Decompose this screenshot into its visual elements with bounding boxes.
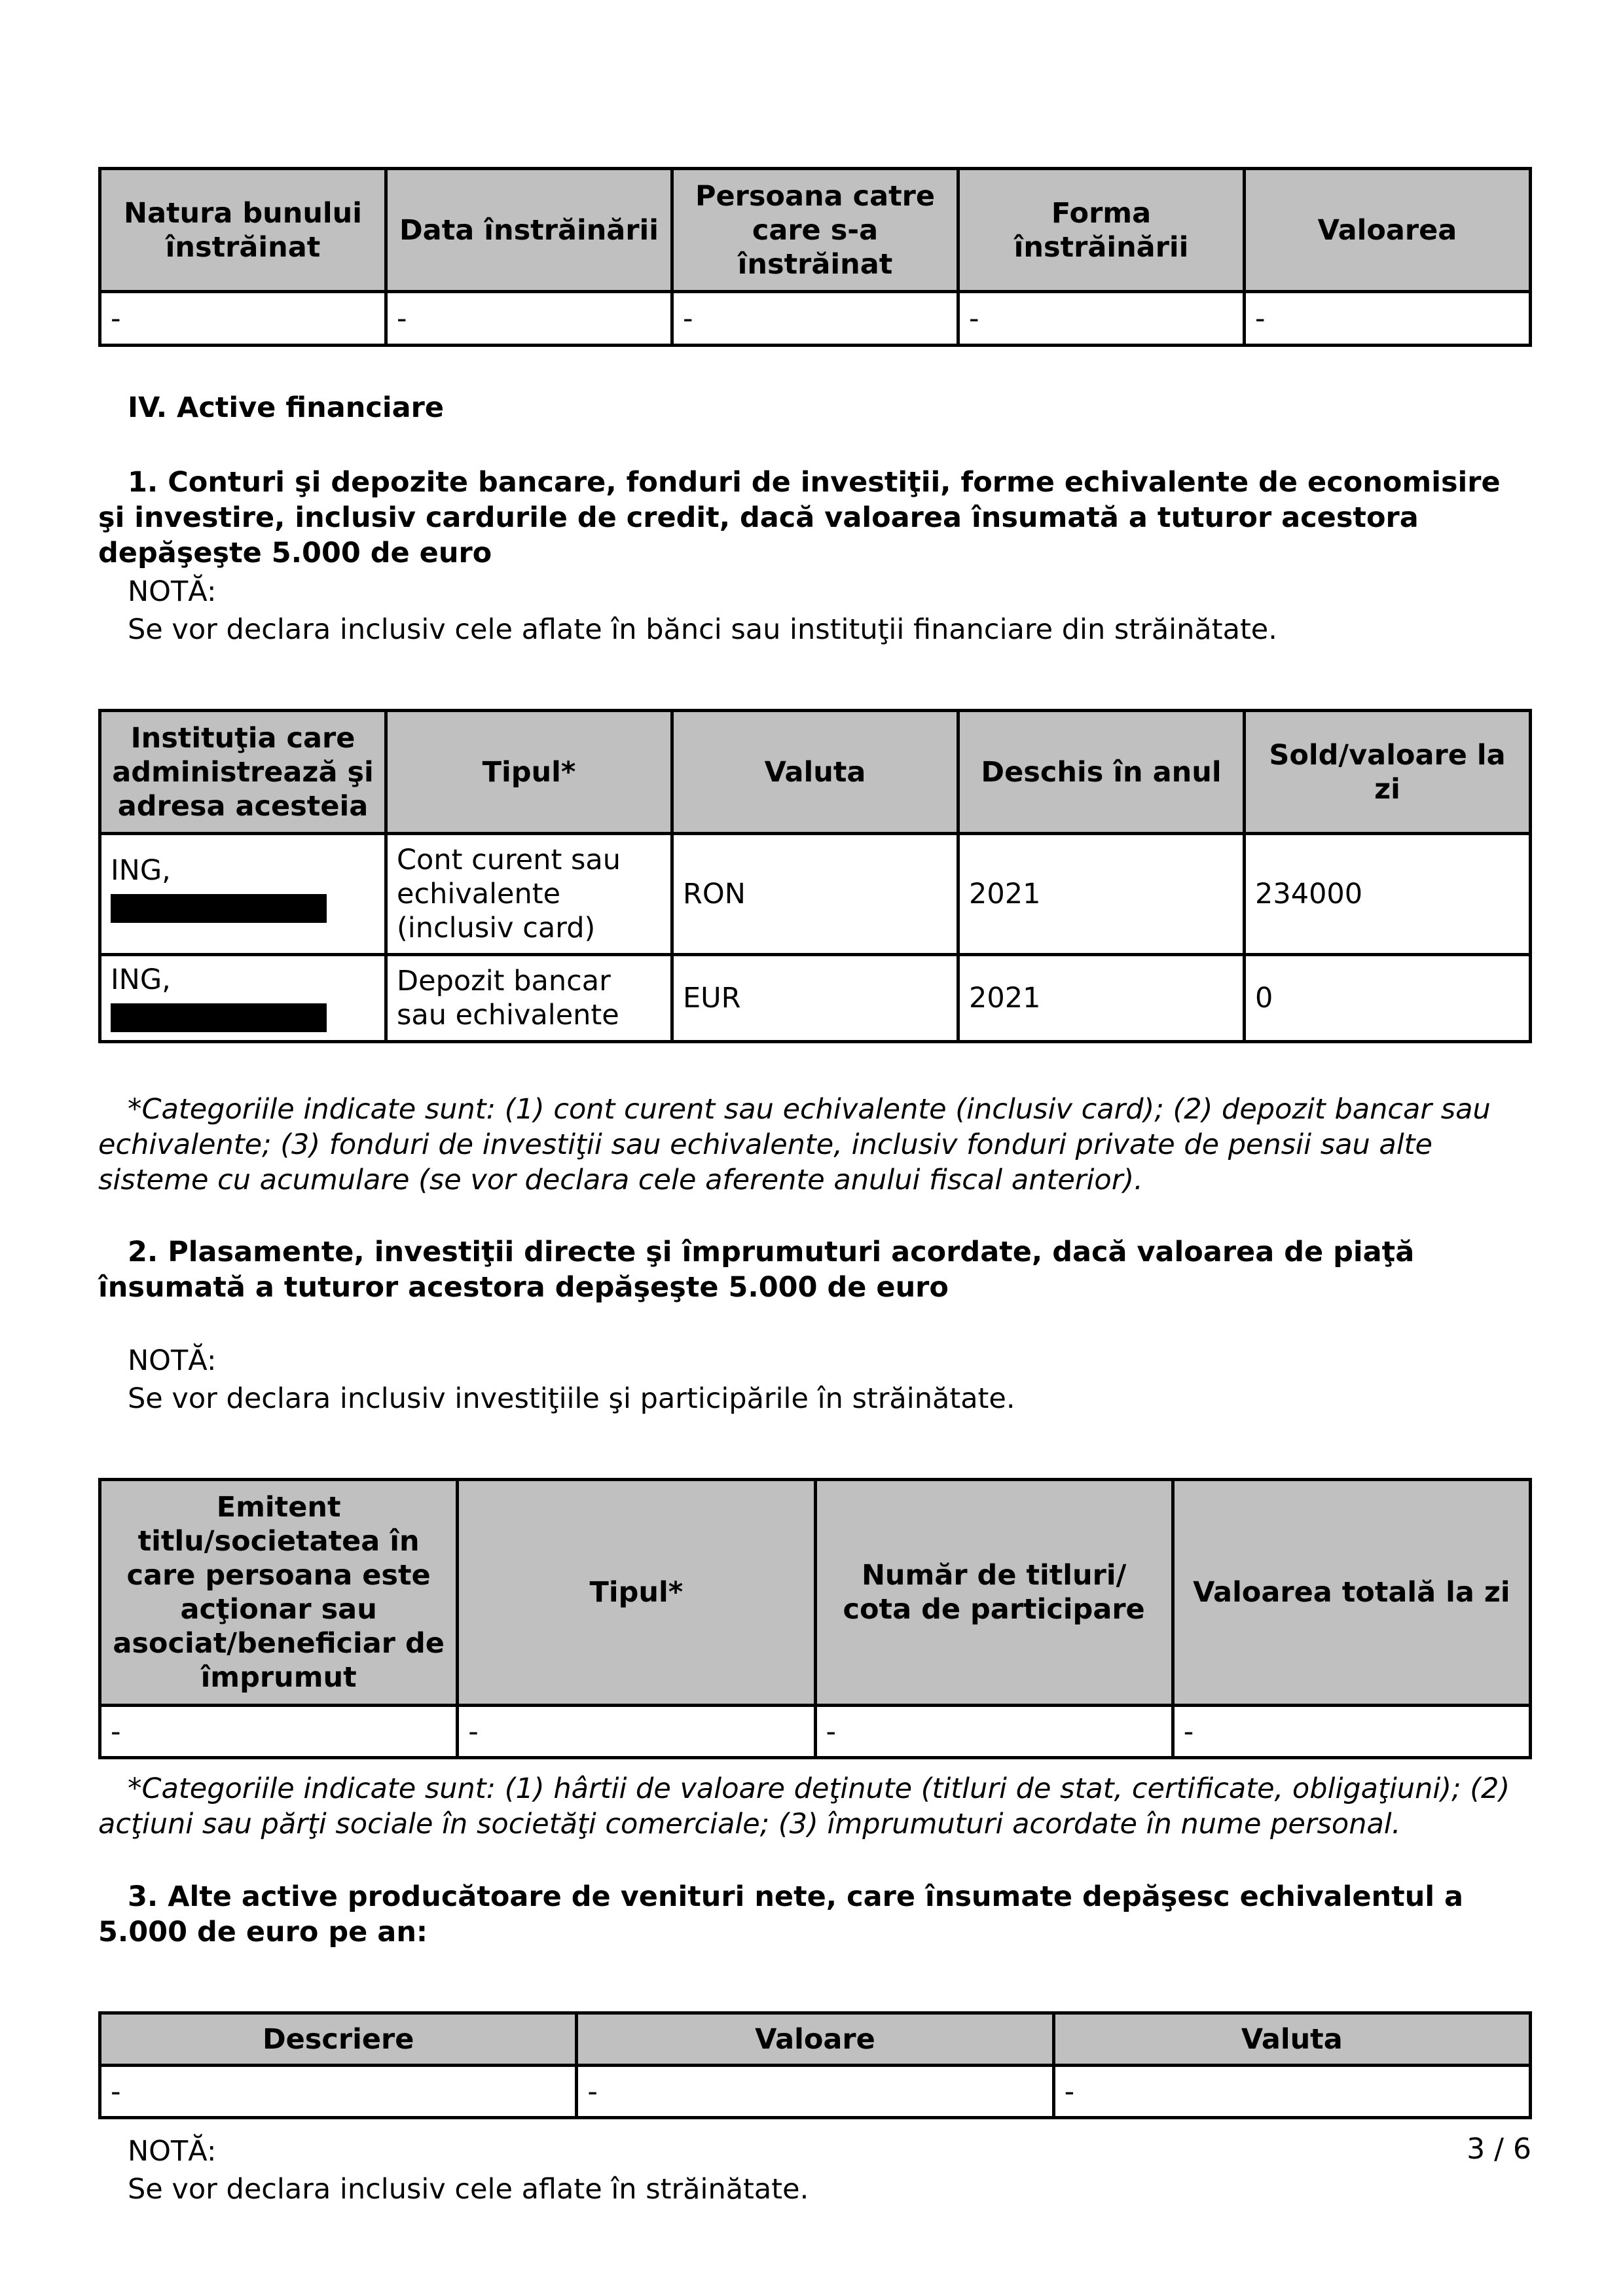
table-cell: - — [1053, 2066, 1530, 2118]
footnote: *Categoriile indicate sunt: (1) hârtii de valoare deţinute (titluri de stat, certificate, obligaţiuni); (2) acţiuni sau părţi sociale în societăţi comerciale; (3) împrumuturi acordate în nume personal. — [98, 1772, 1510, 1840]
footnote: *Categoriile indicate sunt: (1) cont curent sau echivalente (inclusiv card); (2) depozit bancar sau echivalente; (3) fonduri de investiţii sau echivalente, inclusiv fonduri private de pensii sau alte sisteme cu acumulare (se vor declara cele aferente anului fiscal anterior). — [98, 1093, 1491, 1196]
note-label: NOTĂ: — [128, 1344, 217, 1377]
bank-accounts-table-wrap — [98, 709, 1532, 1043]
alienated-goods-table-wrap — [98, 167, 1532, 347]
table-header: Tipul* — [458, 1480, 815, 1706]
table-cell: - — [577, 2066, 1053, 2118]
table-cell: RON — [672, 834, 958, 955]
other-assets-table-wrap — [98, 2011, 1532, 2119]
table-cell — [100, 834, 386, 955]
table-header: Emitent titlu/societatea în care persoana este acţionar sau asociat/beneficiar de împrumut — [100, 1480, 458, 1706]
note-label: NOTĂ: — [128, 575, 217, 608]
table-cell: - — [1173, 1706, 1530, 1758]
table-cell: Cont curent sau echivalente (inclusiv card) — [386, 834, 672, 955]
table-header: Tipul* — [386, 711, 672, 834]
table-header: Natura bunului înstrăinat — [100, 169, 386, 292]
table-cell: - — [672, 292, 958, 346]
table-cell: 0 — [1245, 955, 1531, 1042]
table-header: Valoarea totală la zi — [1173, 1480, 1530, 1706]
table-row — [100, 2066, 1531, 2118]
table-header: Forma înstrăinării — [958, 169, 1245, 292]
table-header: Sold/valoare la zi — [1245, 711, 1531, 834]
subsection-3-title: 3. Alte active producătoare de venituri nete, care însumate depăşesc echivalentul a 5.000 de euro pe an: — [98, 1880, 1464, 1948]
table-cell: - — [958, 292, 1245, 346]
subsection-2-title: 2. Plasamente, investiţii directe şi împrumuturi acordate, dacă valoarea de piaţă însumată a tuturor acestora depăşeşte 5.000 de euro — [98, 1236, 1415, 1304]
table-header: Număr de titluri/ cota de participare — [815, 1480, 1173, 1706]
note-label: NOTĂ: — [128, 2135, 217, 2168]
redaction-bar — [111, 1003, 327, 1032]
redaction-bar — [111, 894, 327, 923]
subsection-1-title: 1. Conturi şi depozite bancare, fonduri de investiţii, forme echivalente de economisire şi investire, inclusiv cardurile de credit, dacă valoarea însumată a tuturor acestora depăşeşte 5.000 de euro — [98, 466, 1501, 569]
institution-name: ING, — [111, 854, 171, 887]
table-cell: - — [815, 1706, 1173, 1758]
table-cell: 234000 — [1245, 834, 1531, 955]
table-cell: EUR — [672, 955, 958, 1042]
other-assets-table — [98, 2011, 1532, 2119]
table-header: Valoarea — [1245, 169, 1531, 292]
table-header: Valuta — [1053, 2013, 1530, 2066]
note-text: Se vor declara inclusiv cele aflate în străinătate. — [128, 2173, 809, 2206]
table-cell: - — [458, 1706, 815, 1758]
bank-accounts-table — [98, 709, 1532, 1043]
table-header: Valoare — [577, 2013, 1053, 2066]
note-text: Se vor declara inclusiv cele aflate în bănci sau instituţii financiare din străinătate. — [128, 613, 1277, 646]
table-cell: 2021 — [958, 834, 1245, 955]
table-header: Instituţia care administrează şi adresa acesteia — [100, 711, 386, 834]
note-text: Se vor declara inclusiv investiţiile şi participările în străinătate. — [128, 1382, 1015, 1415]
table-row — [100, 955, 1531, 1042]
table-cell: - — [1245, 292, 1531, 346]
section-title: IV. Active financiare — [128, 391, 444, 424]
table-header: Valuta — [672, 711, 958, 834]
investments-table-wrap — [98, 1478, 1532, 1759]
page-number: 3 / 6 — [1467, 2132, 1531, 2166]
table-header: Deschis în anul — [958, 711, 1245, 834]
table-cell — [100, 955, 386, 1042]
table-row — [100, 292, 1531, 346]
alienated-goods-table — [98, 167, 1532, 347]
table-row — [100, 1706, 1531, 1758]
table-cell: 2021 — [958, 955, 1245, 1042]
table-cell: - — [100, 1706, 458, 1758]
table-row — [100, 834, 1531, 955]
table-header: Persoana catre care s-a înstrăinat — [672, 169, 958, 292]
table-cell: Depozit bancar sau echivalente — [386, 955, 672, 1042]
table-header: Descriere — [100, 2013, 577, 2066]
investments-table — [98, 1478, 1532, 1759]
table-cell: - — [100, 292, 386, 346]
table-cell: - — [386, 292, 672, 346]
table-cell: - — [100, 2066, 577, 2118]
table-header: Data înstrăinării — [386, 169, 672, 292]
institution-name: ING, — [111, 963, 171, 996]
